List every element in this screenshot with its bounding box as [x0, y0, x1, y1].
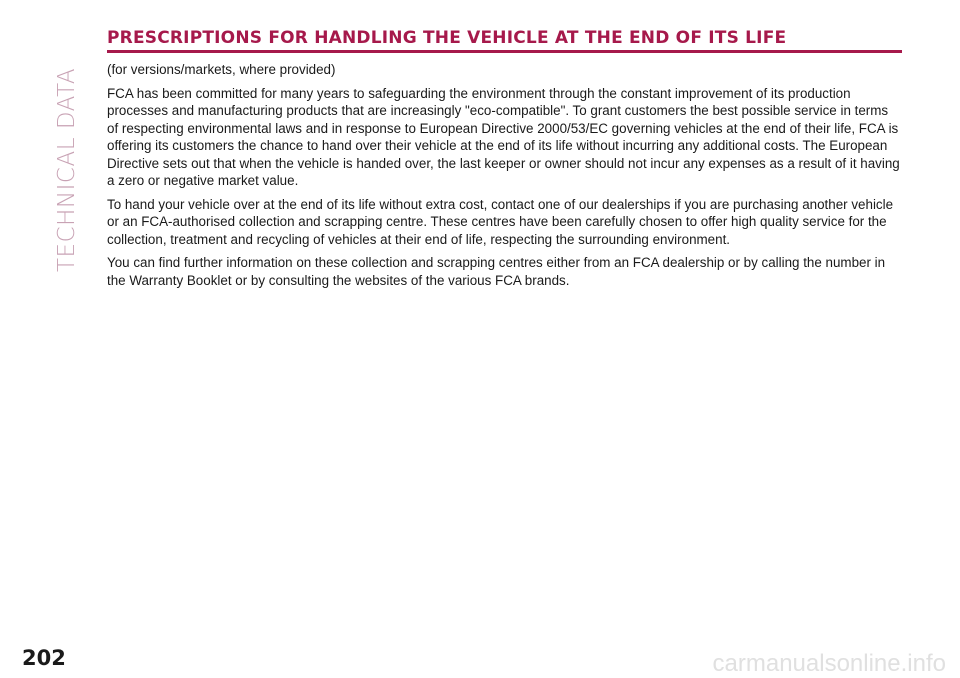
- section-heading: PRESCRIPTIONS FOR HANDLING THE VEHICLE AT THE END OF ITS LIFE: [107, 28, 787, 48]
- body-paragraph-information: You can find further information on these collection and scrapping centres either from an FCA dealership or by calling the number in the Warranty Booklet or by consulting the websites of the various FCA brands.: [107, 255, 886, 288]
- site-watermark: carmanualsonline.info: [712, 650, 946, 677]
- page-content: [107, 30, 902, 295]
- body-paragraph-commitment: FCA has been committed for many years to safeguarding the environment through the constant improvement of its production processes and manufacturing products that are increasingly "eco-compatible". To grant customers the best possible service in terms of respecting environmental laws and in response to European Directive 2000/53/EC governing vehicles at the end of their life, FCA is offering its customers the chance to hand over their vehicle at the end of its life without incurring any additional costs. The European Directive sets out that when the vehicle is handed over, the last keeper or owner should not incur any expenses as a result of it having a zero or negative market value.: [107, 85, 900, 188]
- heading-underline: [107, 50, 902, 53]
- scope-note: (for versions/markets, where provided): [107, 62, 336, 77]
- page-number: 202: [22, 646, 66, 670]
- section-side-label: TECHNICAL DATA: [54, 67, 80, 272]
- body-paragraph-handover: To hand your vehicle over at the end of its life without extra cost, contact one of our dealerships if you are purchasing another vehicle or an FCA-authorised collection and scrapping centre. These centres have been carefully chosen to offer high quality service for the collection, treatment and recycling of vehicles at their end of life, respecting the surrounding environment.: [107, 196, 894, 247]
